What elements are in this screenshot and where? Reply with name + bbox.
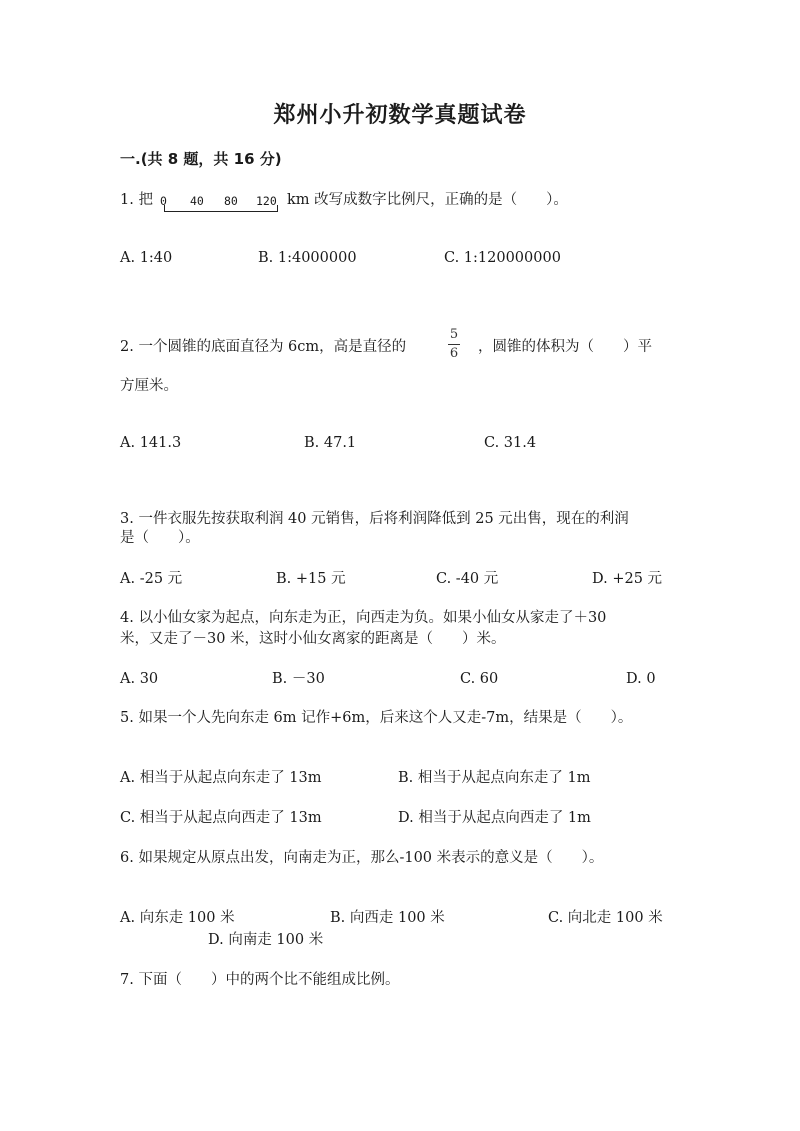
scale-line (164, 211, 278, 212)
question-3-option-b[interactable]: B. +15 元 (276, 571, 346, 587)
page-title: 郑州小升初数学真题试卷 (273, 102, 527, 128)
question-1-option-b[interactable]: B. 1:4000000 (258, 250, 357, 266)
fraction-bar (448, 344, 460, 345)
question-4-option-d[interactable]: D. 0 (626, 671, 656, 687)
question-1-prefix: 1. 把 (120, 192, 153, 208)
question-4-option-b[interactable]: B. －30 (272, 671, 325, 687)
question-3-option-c[interactable]: C. -40 元 (436, 571, 499, 587)
question-2-option-c[interactable]: C. 31.4 (484, 435, 537, 451)
question-3-option-a[interactable]: A. -25 元 (120, 571, 183, 587)
question-6-option-b[interactable]: B. 向西走 100 米 (330, 910, 445, 926)
question-5-option-b[interactable]: B. 相当于从起点向东走了 1m (398, 770, 591, 786)
question-5-text: 5. 如果一个人先向东走 6m 记作+6m，后来这个人又走-7m，结果是（ ）。 (120, 710, 633, 726)
question-6-option-a[interactable]: A. 向东走 100 米 (120, 910, 235, 926)
question-7-text: 7. 下面（ ）中的两个比不能组成比例。 (120, 972, 400, 988)
question-1-option-a[interactable]: A. 1:40 (120, 250, 173, 266)
question-5-option-d[interactable]: D. 相当于从起点向西走了 1m (398, 810, 591, 826)
fraction (446, 327, 462, 362)
scale-label: 40 (190, 194, 204, 208)
scale-tick (277, 205, 278, 212)
fraction-numerator: 5 (449, 327, 459, 342)
scale-label: 80 (224, 194, 238, 208)
question-2-text: 2. 一个圆锥的底面直径为 6cm，高是直径的 (120, 339, 407, 355)
question-3-line2: 是（ ）。 (120, 530, 200, 546)
scale-label: 0 (160, 194, 167, 208)
scale-tick (164, 205, 165, 212)
question-1-text: km 改写成数字比例尺，正确的是（ ）。 (287, 192, 568, 208)
question-4-line2: 米，又走了－30 米，这时小仙女离家的距离是（ ）米。 (120, 631, 506, 647)
fraction-denominator: 6 (449, 346, 459, 361)
question-4-line1: 4. 以小仙女家为起点，向东走为正，向西走为负。如果小仙女从家走了＋30 (120, 610, 607, 626)
question-4-option-c[interactable]: C. 60 (460, 671, 499, 687)
question-2-option-b[interactable]: B. 47.1 (304, 435, 357, 451)
scale-label: 120 (256, 194, 277, 208)
question-6-option-d[interactable]: D. 向南走 100 米 (208, 932, 324, 948)
question-6-text: 6. 如果规定从原点出发，向南走为正，那么-100 米表示的意义是（ ）。 (120, 850, 604, 866)
question-2-text-after: ，圆锥的体积为（ ）平 (478, 339, 652, 355)
question-5-option-c[interactable]: C. 相当于从起点向西走了 13m (120, 810, 322, 826)
question-2-option-a[interactable]: A. 141.3 (120, 435, 182, 451)
scale-bar (160, 194, 282, 218)
question-5-option-a[interactable]: A. 相当于从起点向东走了 13m (120, 770, 322, 786)
question-2-text-line2: 方厘米。 (120, 378, 178, 394)
section-header: 一.(共 8 题，共 16 分) (120, 150, 282, 168)
question-1-option-c[interactable]: C. 1:120000000 (444, 250, 561, 266)
question-6-option-c[interactable]: C. 向北走 100 米 (548, 910, 663, 926)
question-3-option-d[interactable]: D. +25 元 (592, 571, 663, 587)
question-3-line1: 3. 一件衣服先按获取利润 40 元销售，后将利润降低到 25 元出售，现在的利润 (120, 511, 629, 527)
question-4-option-a[interactable]: A. 30 (120, 671, 159, 687)
